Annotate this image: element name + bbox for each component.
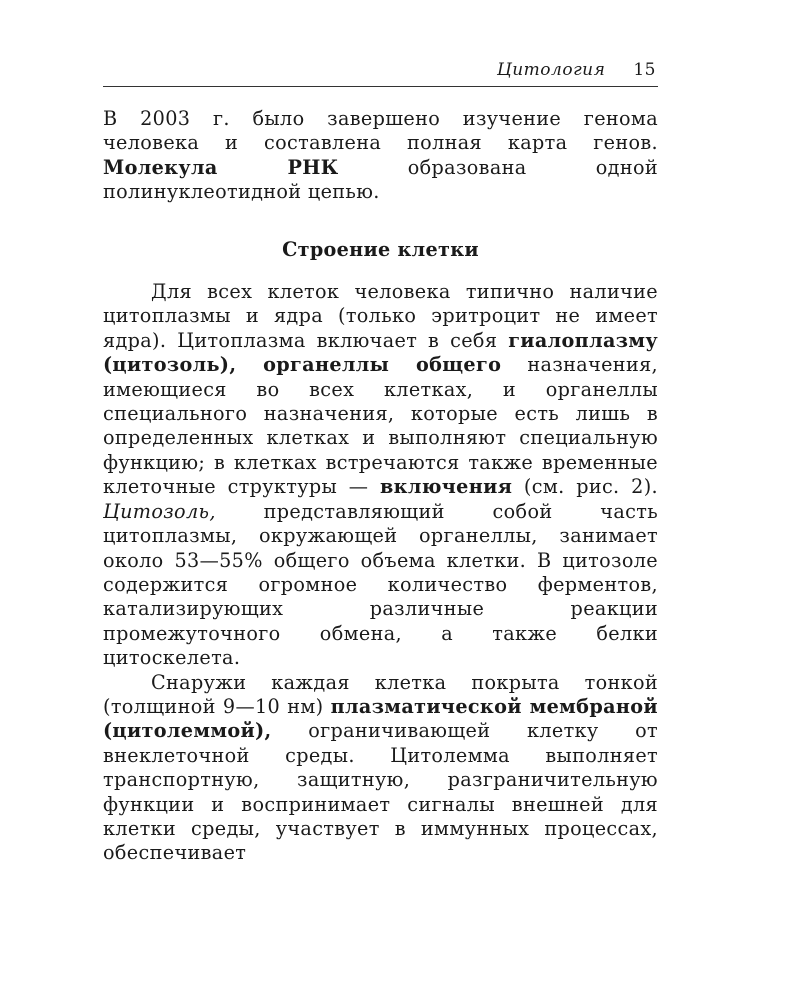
- page-number: 15: [633, 60, 656, 80]
- section-heading: Строение клетки: [282, 237, 479, 261]
- term-hyaloplasm: гиалоплазму (цитозоль), органеллы общего: [103, 328, 658, 377]
- term-rna-molecule: Молекула РНК: [103, 155, 339, 179]
- paragraph-genome: [103, 107, 658, 205]
- paragraph-cell-structure: [103, 280, 658, 671]
- page-content: [103, 107, 658, 866]
- paragraph-membrane-text-b: ограничивающей клетку от внеклеточной среды. Цитолемма выполняет транспортную, защитную, разграничительную функции и воспринимает сигналы внешней для клетки среды, участвует в иммунных процессах, обеспечивает: [103, 719, 658, 865]
- paragraph-membrane-text-a: Снаружи каждая клетка покрыта тонкой (толщиной 9—10 нм): [103, 670, 658, 718]
- term-plasma-membrane: плазматической мембраной (цитолеммой),: [103, 694, 658, 743]
- running-head: [103, 60, 658, 87]
- term-inclusions: включения: [379, 475, 513, 499]
- paragraph-cell-structure-text-b: назначения, имеющиеся во всех клетках, и органеллы специального назначения, которые есть лишь в определенных клетках и выполняют специальную функцию; в клетках встречаются также временные клеточные структуры —: [103, 353, 658, 499]
- book-page: [103, 60, 658, 866]
- paragraph-genome-text-b: образована одной полинуклеотидной цепью.: [103, 155, 658, 204]
- paragraph-cell-structure-text-d: представляющий собой часть цитоплазмы, окружающей органеллы, занимает около 53—55% общего объема клетки. В цитозоле содержится огромное количество ферментов, катализирующих различные реакции промежуточного обмена, а также белки цитоскелета.: [103, 499, 658, 670]
- paragraph-membrane: [103, 671, 658, 866]
- paragraph-genome-text-a: В 2003 г. было завершено изучение генома человека и составлена полная карта генов.: [103, 107, 658, 155]
- term-cytosol: Цитозоль,: [103, 499, 216, 523]
- paragraph-cell-structure-text-c: (см. рис. 2).: [512, 475, 658, 499]
- paragraph-cell-structure-text-a: Для всех клеток человека типично наличие цитоплазмы и ядра (только эритроцит не имеет ядра). Цитоплазма включает в себя: [103, 280, 658, 352]
- running-head-section: Цитология: [496, 60, 606, 80]
